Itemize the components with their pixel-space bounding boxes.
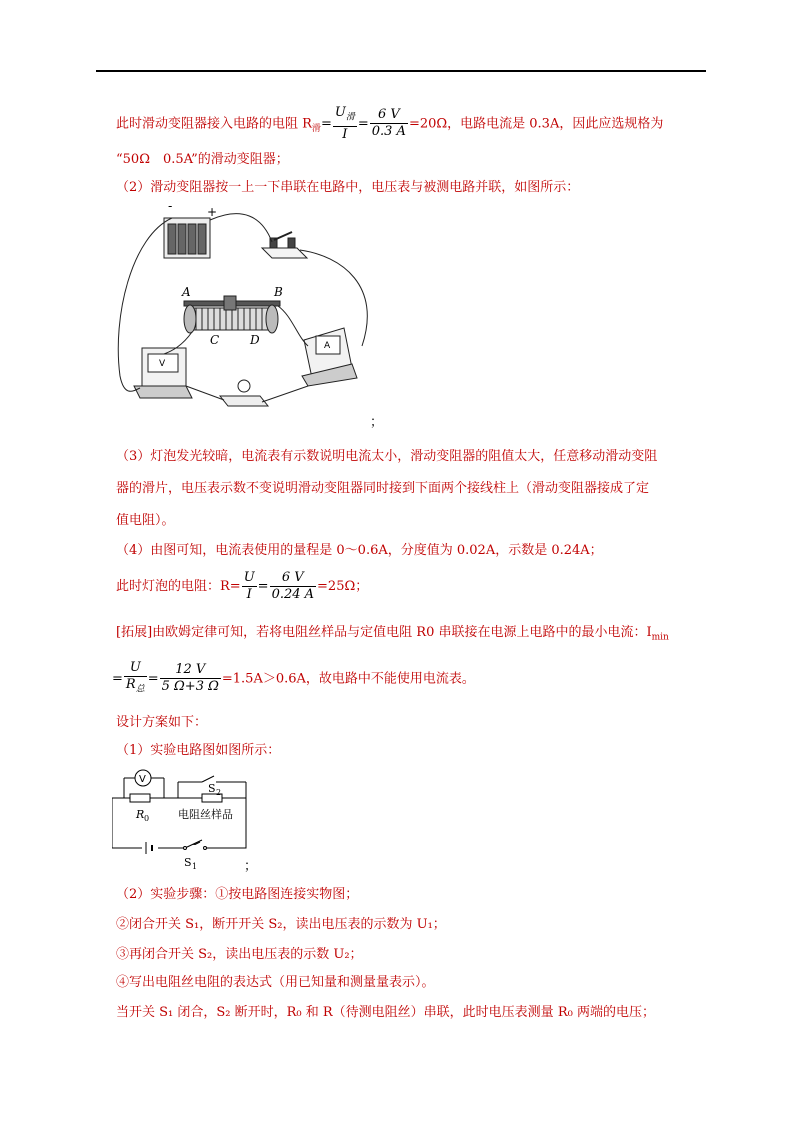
fig2-tail: ； [244,859,258,874]
r0-label: R [136,808,145,821]
line-bulb-resistance: 此时灯泡的电阻：R= $\frac{U}{I}$ = $\frac{6 V}{0.24 A}$ =25Ω； [116,570,369,602]
fraction-6v-over-03a: $\frac{6 V}{0.3 A}$ [371,107,406,140]
fraction-u-over-i: $\frac{U_滑}{I}$ [334,105,355,142]
line-analysis: 当开关 S₁ 闭合，S₂ 断开时，R₀ 和 R（待测电阻丝）串联，此时电压表测量 R₀ 两端的电压； [116,1005,655,1020]
terminal-c-label: C [210,333,220,347]
header-rule [96,70,706,72]
switch-s1-label: S [184,856,192,869]
para3-line1: （3）灯泡发光较暗，电流表有示数说明电流太小，滑动变阻器的阻值太大，任意移动滑动变阻 [116,449,658,464]
svg-text:1: 1 [192,862,198,871]
line-step-4: ④写出电阻丝电阻的表达式（用已知量和测量量表示）。 [116,975,435,990]
switch-s2-label: S [208,782,216,795]
svg-text:0: 0 [144,814,150,823]
line-step-3: ③再闭合开关 S₂，读出电压表的示数 U₂； [116,947,363,962]
line-steps: （2）实验步骤：①按电路图连接实物图； [116,887,359,902]
line-step-2: ②闭合开关 S₁，断开开关 S₂，读出电压表的示数为 U₁； [116,917,446,932]
line-min-current: = $\frac{U}{R_总}$ = $\frac{12 V}{5 \Omega+3 \Omega}$ =1.5A＞0.6A，故电路中不能使用电流表。 [112,660,475,695]
line-step2: （2）滑动变阻器按一上一下串联在电路中，电压表与被测电路并联，如图所示： [116,180,580,195]
line-slider-resistance: 此时滑动变阻器接入电路的电阻 $R_滑=$ $\frac{U_滑}{I}$ = $\frac{6 V}{0.3 A}$ =20Ω，电路电流是 0.3A，因此应选规格为 [116,105,664,142]
battery-minus-label: - [168,199,173,213]
svg-text:2: 2 [216,788,222,797]
fig1-tail: ； [370,415,384,430]
terminal-b-label: B [274,285,283,299]
sample-label: 电阻丝样品 [178,808,233,821]
line-slider-spec: “50Ω 0.5A”的滑动变阻器； [116,152,289,167]
terminal-a-label: A [182,285,191,299]
line-circuit-heading: （1）实验电路图如图所示： [116,743,281,758]
voltmeter-label: V [159,359,166,369]
battery-plus-label: + [207,205,218,219]
line-extension: [拓展]由欧姆定律可知，若将电阻丝样品与定值电阻 R0 串联接在电源上电路中的最小电流：$I_{min}$ [116,625,669,643]
para3-line2: 器的滑片，电压表示数不变说明滑动变阻器同时接到下面两个接线柱上（滑动变阻器接成了定 [116,481,650,496]
wiring-diagram [112,196,392,426]
para3-line3: 值电阻）。 [116,513,175,528]
terminal-d-label: D [250,333,260,347]
para4: （4）由图可知，电流表使用的量程是 0～0.6A，分度值为 0.02A，示数是 0.24A； [116,543,603,558]
line-design: 设计方案如下： [116,715,208,730]
voltmeter-symbol-label: V [139,774,146,785]
ammeter-label: A [324,341,331,351]
